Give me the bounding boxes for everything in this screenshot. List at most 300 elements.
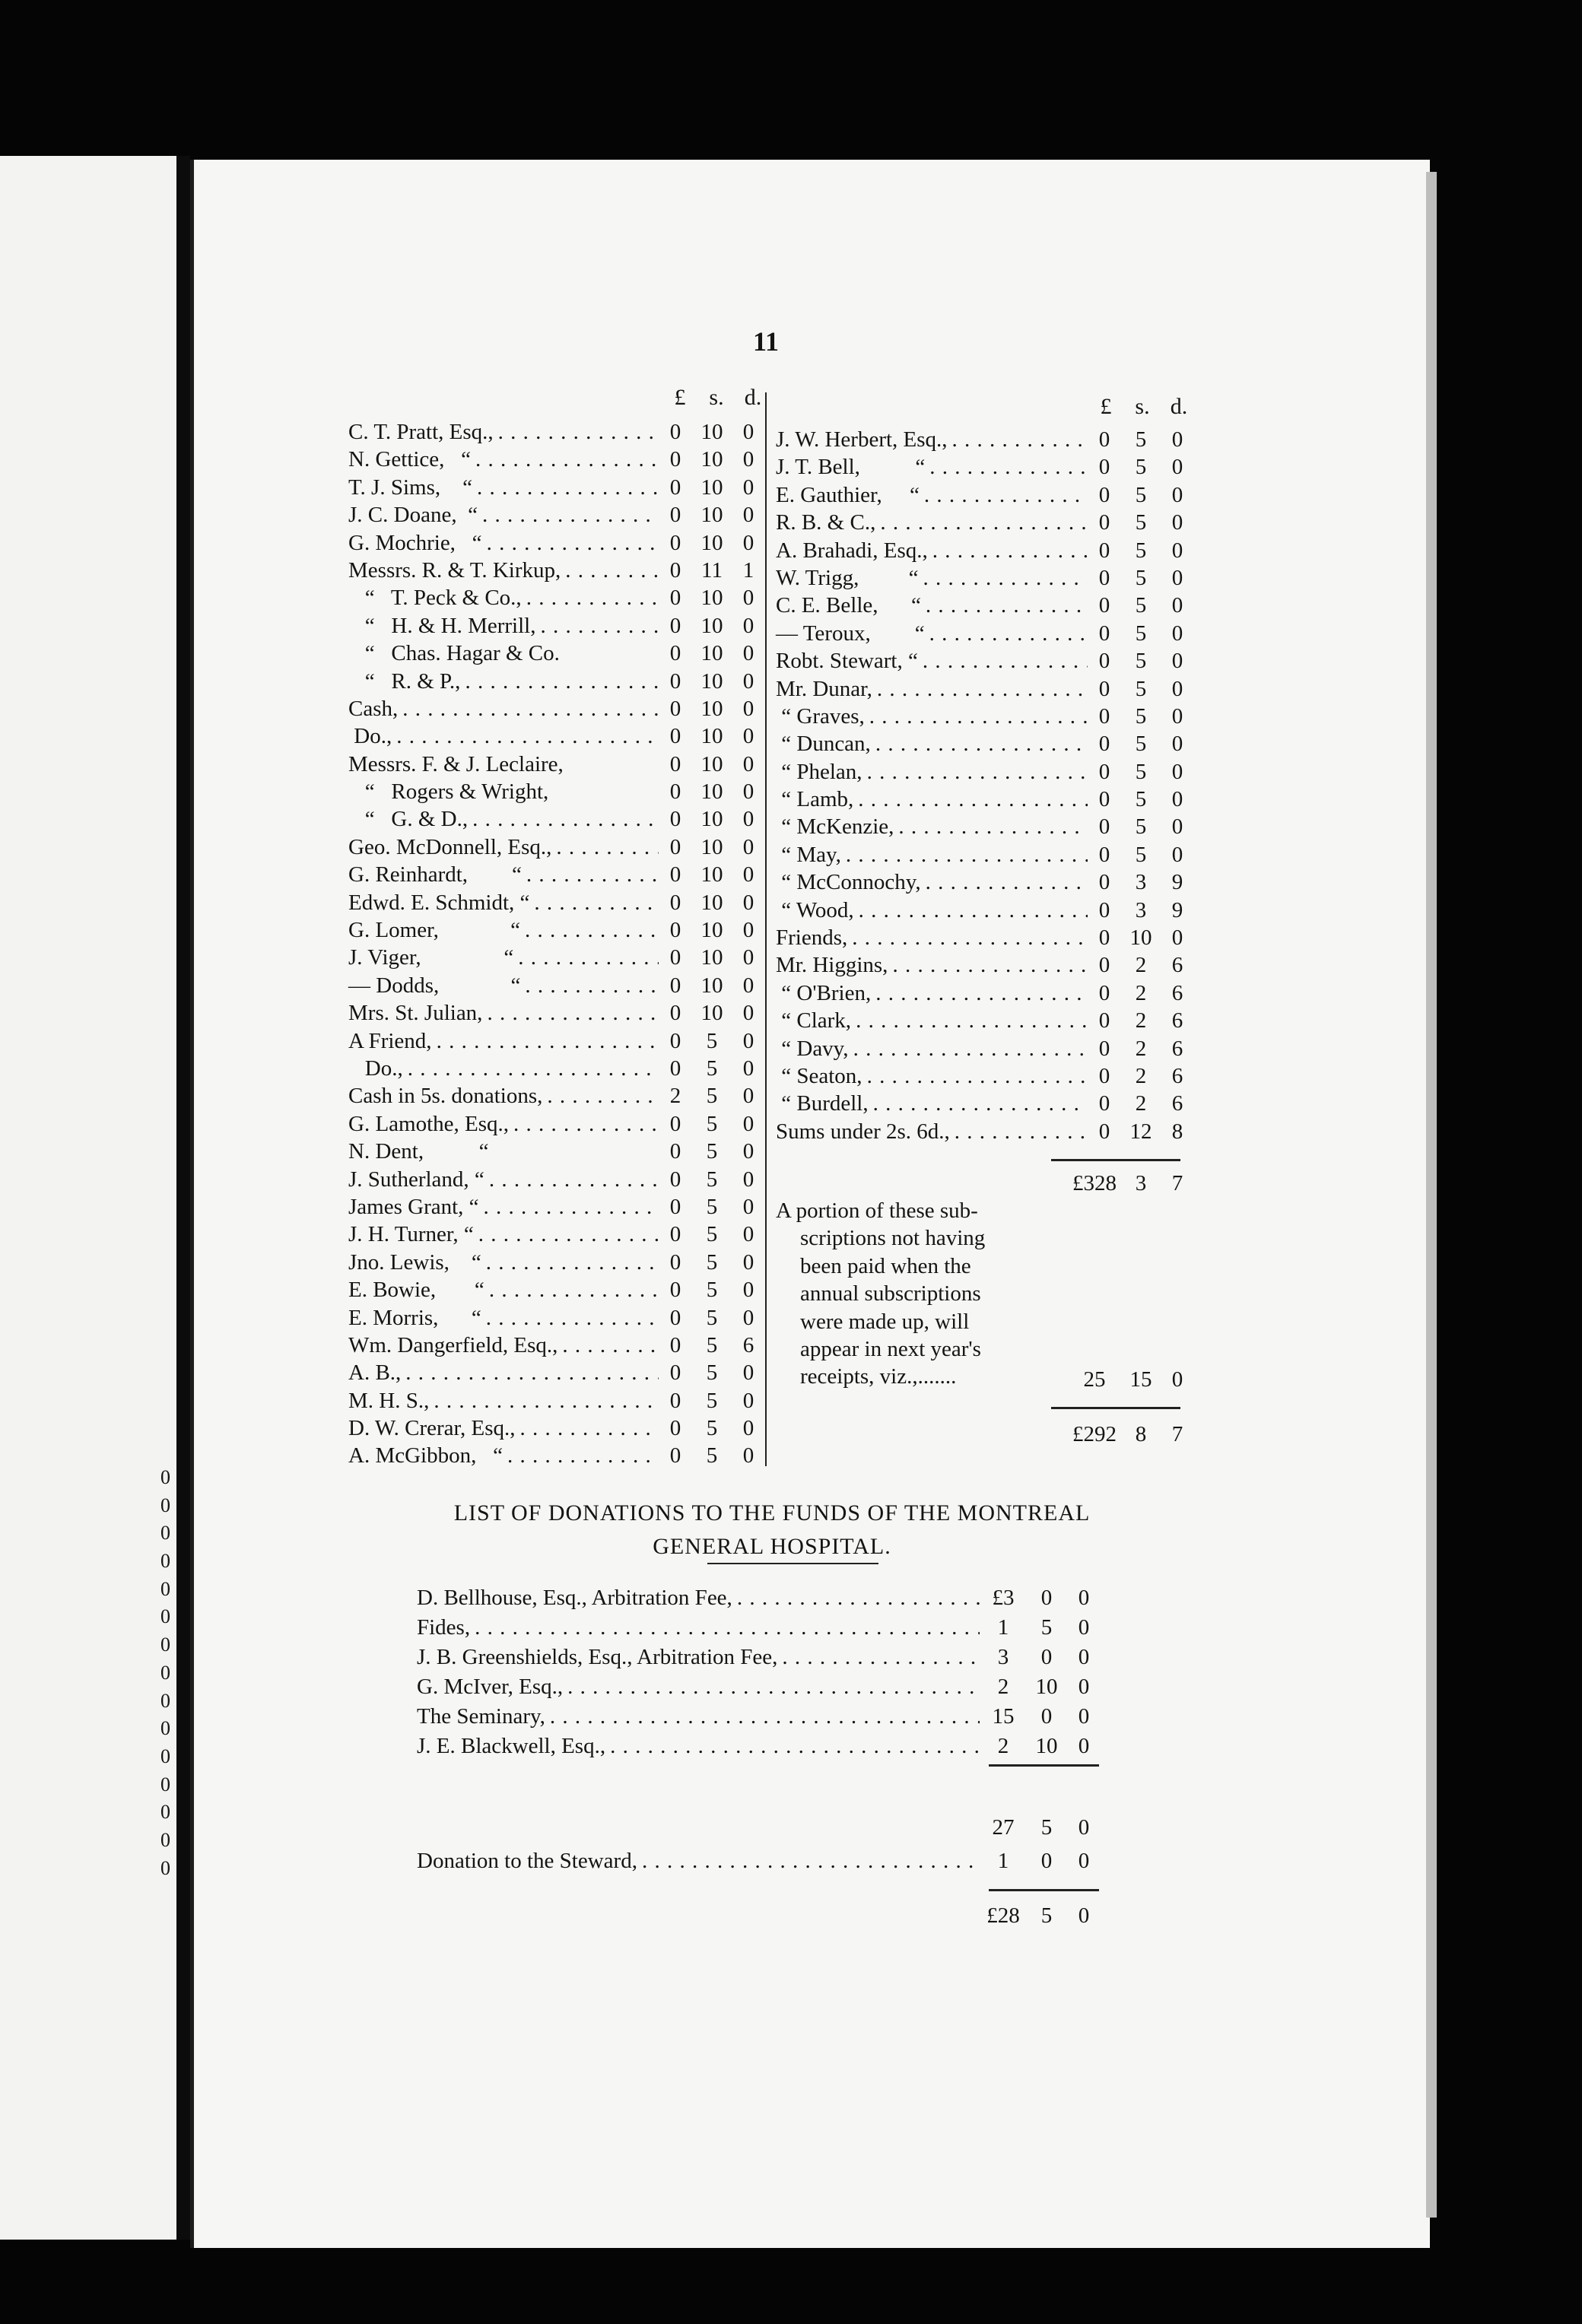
amount-pounds: 0 (669, 779, 681, 805)
leader-dots (398, 695, 659, 722)
amount-shillings: 5 (1135, 565, 1147, 590)
amount-shillings: 10 (700, 696, 723, 721)
subscriber-name: “ Rogers & Wright, (348, 779, 549, 805)
subscription-row (348, 1221, 765, 1248)
leader-dots (921, 868, 1088, 896)
amount-shillings: 5 (706, 1194, 718, 1219)
pound-header: £ (674, 385, 686, 410)
amount-pounds: 0 (669, 557, 681, 583)
subscriber-name: “ Lamb, (776, 787, 854, 812)
book-spine (176, 156, 190, 2240)
amount-shillings: 5 (1135, 649, 1147, 674)
amount-pence: 8 (1171, 1119, 1183, 1144)
subscription-row (776, 979, 1194, 1007)
total-pence: 7 (1171, 1171, 1183, 1195)
donations-total-row (417, 1901, 1101, 1931)
steward-label: Donation to the Steward, (417, 1849, 637, 1873)
amount-pence: 0 (742, 918, 754, 943)
portion-pence: 0 (1171, 1367, 1183, 1392)
leader-dots (928, 537, 1088, 564)
leader-dots (869, 1090, 1088, 1117)
amount-pence: 0 (1171, 538, 1183, 563)
amount-pence: 0 (742, 1305, 754, 1330)
subscription-row (348, 1027, 765, 1055)
amount-shillings: 5 (706, 1332, 718, 1357)
heading-rule (707, 1563, 878, 1564)
subscription-row (776, 1062, 1194, 1090)
leader-dots (605, 1732, 980, 1761)
amount-pounds: 0 (669, 586, 681, 611)
leader-dots (849, 1035, 1088, 1062)
left-page-digit: 0 (160, 1661, 170, 1684)
amount-pence: 0 (742, 1001, 754, 1026)
shilling-header: s. (1135, 394, 1150, 419)
amount-shillings: 10 (700, 834, 723, 859)
amount-pence: 0 (742, 862, 754, 887)
amount-pounds: 0 (1098, 953, 1110, 978)
amount-pounds: 0 (1098, 427, 1110, 452)
subtotal-pence: 0 (1078, 1815, 1090, 1840)
subscriber-name: Wm. Dangerfield, Esq., (348, 1332, 558, 1357)
net-pence: 7 (1171, 1422, 1183, 1446)
subscription-row (776, 675, 1194, 703)
subscription-row (776, 426, 1194, 453)
left-page-digit: 0 (160, 1828, 170, 1851)
leader-dots (520, 972, 659, 999)
subscriber-name: A. McGibbon, “ (348, 1443, 503, 1468)
subscription-row (776, 868, 1194, 896)
amount-shillings: 2 (1135, 980, 1147, 1005)
leader-dots (513, 944, 659, 971)
donation-row (417, 1702, 1101, 1732)
subscription-row (348, 668, 765, 695)
leader-dots (520, 916, 659, 944)
subscriber-name: C. T. Pratt, Esq., (348, 420, 494, 444)
amount-shillings: 5 (706, 1139, 718, 1164)
subscription-row (776, 1035, 1194, 1062)
total-pounds: £328 (1072, 1171, 1117, 1195)
amount-pounds: 0 (669, 862, 681, 887)
subscriber-name: C. E. Belle, “ (776, 593, 921, 618)
amount-pence: 0 (1078, 1704, 1090, 1729)
subscription-row (776, 703, 1194, 730)
pence-header: d. (744, 385, 762, 410)
amount-pounds: 0 (1098, 593, 1110, 618)
subscriber-name: Do., (348, 1056, 403, 1081)
amount-shillings: 10 (700, 586, 723, 611)
amount-shillings: 0 (1040, 1645, 1053, 1669)
amount-pounds: 0 (669, 1167, 681, 1192)
amount-shillings: 10 (700, 475, 723, 500)
amount-pence: 9 (1171, 870, 1183, 895)
subscriber-name: N. Dent, “ (348, 1139, 489, 1164)
subscriber-name: E. Gauthier, “ (776, 482, 920, 507)
amount-shillings: 10 (700, 613, 723, 638)
subscription-row (348, 999, 765, 1027)
leader-dots (468, 805, 659, 833)
amount-shillings: 10 (1129, 925, 1152, 951)
leader-dots (925, 453, 1088, 481)
note-line: were made up, will (800, 1309, 970, 1334)
amount-pounds: 0 (669, 1111, 681, 1136)
amount-pence: 0 (1171, 649, 1183, 674)
amount-shillings: 10 (700, 779, 723, 805)
subscription-row (348, 584, 765, 611)
subscriber-name: — Dodds, “ (348, 973, 521, 998)
amount-shillings: 5 (1135, 787, 1147, 812)
subscriber-name: Do., (348, 724, 392, 749)
subscription-row (348, 1442, 765, 1469)
amount-pence: 0 (742, 1360, 754, 1386)
leader-dots (841, 841, 1088, 868)
steward-shillings: 0 (1040, 1849, 1053, 1873)
amount-pounds: 0 (1098, 1119, 1110, 1144)
subscription-row (348, 751, 765, 778)
donations-heading (354, 1497, 1190, 1564)
subscription-row (776, 924, 1194, 951)
subscription-row (348, 418, 765, 446)
amount-pounds: 0 (1098, 870, 1110, 895)
amount-shillings: 10 (700, 420, 723, 444)
amount-pounds: 0 (669, 1388, 681, 1413)
amount-shillings: 12 (1129, 1119, 1152, 1144)
amount-pence: 6 (1171, 1036, 1183, 1061)
amount-pence: 0 (742, 779, 754, 805)
leader-dots (392, 722, 659, 750)
subscription-row (348, 612, 765, 640)
subscriber-name: R. B. & C., (776, 510, 876, 535)
subscriber-name: “ Davy, (776, 1036, 849, 1061)
donations-total-pence: 0 (1078, 1903, 1090, 1928)
amount-shillings: 5 (706, 1084, 718, 1109)
amount-pounds: 0 (669, 1278, 681, 1303)
amount-pence: 0 (742, 890, 754, 915)
amount-pounds: £3 (992, 1586, 1015, 1610)
amount-pence: 0 (1171, 732, 1183, 757)
amount-pounds: 0 (669, 973, 681, 998)
amount-pence: 0 (1171, 565, 1183, 590)
amount-pounds: 0 (669, 447, 681, 472)
amount-pence: 0 (742, 420, 754, 444)
amount-pounds: 0 (669, 1194, 681, 1219)
amount-pounds: 0 (669, 1001, 681, 1026)
amount-shillings: 10 (700, 724, 723, 749)
amount-pence: 0 (742, 751, 754, 776)
amount-shillings: 10 (700, 668, 723, 694)
left-page-digit: 0 (160, 1577, 170, 1600)
amount-shillings: 10 (700, 862, 723, 887)
subscriber-name: G. Reinhardt, “ (348, 862, 522, 887)
amount-pounds: 0 (1098, 538, 1110, 563)
amount-shillings: 10 (700, 807, 723, 832)
subscriber-name: J. B. Greenshields, Esq., Arbitration Fee, (417, 1645, 778, 1669)
subscriber-name: Cash, (348, 696, 399, 721)
amount-shillings: 5 (1135, 676, 1147, 701)
amount-pounds: 0 (669, 530, 681, 555)
pound-header: £ (1100, 394, 1112, 419)
left-page-digit: 0 (160, 1745, 170, 1767)
subscriber-name: Messrs. R. & T. Kirkup, (348, 557, 561, 583)
note-line: been paid when the (800, 1253, 971, 1278)
leader-dots (950, 1118, 1088, 1145)
amount-pounds: 0 (1098, 1063, 1110, 1088)
subscription-row (776, 1090, 1194, 1117)
donation-row (417, 1583, 1101, 1613)
portion-note (776, 1197, 985, 1391)
page-number: 11 (753, 326, 780, 357)
leader-dots (558, 1332, 659, 1359)
donations-total-rule (989, 1889, 1099, 1891)
left-subscription-column (348, 418, 765, 1470)
total-shillings: 3 (1135, 1171, 1147, 1195)
subscriber-name: “ McKenzie, (776, 814, 894, 840)
leader-dots (522, 861, 659, 888)
left-page-digit: 0 (160, 1801, 170, 1824)
subscriber-name: “ Clark, (776, 1008, 852, 1033)
subscription-row (348, 557, 765, 584)
subscription-row (348, 722, 765, 750)
amount-pence: 0 (742, 475, 754, 500)
note-line: scriptions not having (800, 1226, 986, 1251)
subscriber-name: Jno. Lewis, “ (348, 1249, 481, 1275)
subscriber-name: Mrs. St. Julian, (348, 1001, 483, 1026)
donation-row (417, 1672, 1101, 1702)
amount-pence: 0 (742, 696, 754, 721)
amount-pence: 0 (1171, 482, 1183, 507)
amount-shillings: 5 (706, 1443, 718, 1468)
amount-shillings: 5 (1135, 814, 1147, 840)
leader-dots (925, 620, 1088, 647)
amount-pence: 0 (742, 447, 754, 472)
amount-pence: 0 (742, 1388, 754, 1413)
amount-pence: 0 (742, 1416, 754, 1441)
subscription-row (348, 1110, 765, 1138)
amount-shillings: 5 (1135, 842, 1147, 867)
amount-pounds: 0 (1098, 703, 1110, 729)
amount-shillings: 11 (701, 557, 723, 583)
subtotal-pounds: 27 (992, 1815, 1015, 1840)
subscription-row (776, 730, 1194, 757)
amount-pence: 0 (1171, 925, 1183, 951)
amount-shillings: 10 (700, 447, 723, 472)
subscriber-name: “ Phelan, (776, 759, 862, 784)
left-page-digit: 0 (160, 1773, 170, 1795)
amount-pence: 6 (1171, 980, 1183, 1005)
amount-pounds: 0 (669, 1332, 681, 1357)
leader-dots (851, 1007, 1088, 1034)
subscription-row (348, 1359, 765, 1386)
subscriber-name: Geo. McDonnell, Esq., (348, 834, 552, 859)
shilling-header: s. (709, 385, 724, 410)
leader-dots (888, 951, 1088, 979)
amount-pounds: 1 (997, 1615, 1009, 1640)
subscriber-name: A. Brahadi, Esq., (776, 538, 928, 563)
amount-shillings: 5 (706, 1278, 718, 1303)
portion-shillings: 15 (1129, 1367, 1152, 1392)
subscriber-name: “ R. & P., (348, 668, 461, 694)
subscriber-name: Friends, (776, 925, 848, 951)
subscriber-name: “ O'Brien, (776, 980, 872, 1005)
subscriber-name: “ Chas. Hagar & Co. (348, 641, 560, 666)
amount-pounds: 0 (669, 1443, 681, 1468)
donation-row (417, 1613, 1101, 1643)
amount-pence: 0 (1171, 593, 1183, 618)
net-shillings: 8 (1135, 1422, 1147, 1446)
subscription-row (348, 1166, 765, 1193)
subscription-row (348, 944, 765, 971)
amount-shillings: 3 (1135, 870, 1147, 895)
amount-pence: 0 (1078, 1645, 1090, 1669)
amount-shillings: 5 (706, 1028, 718, 1053)
amount-pounds: 0 (1098, 649, 1110, 674)
leader-dots (561, 557, 659, 584)
amount-pence: 0 (1171, 455, 1183, 480)
amount-pounds: 0 (669, 1028, 681, 1053)
subscription-row (776, 647, 1194, 675)
leader-dots (871, 979, 1088, 1007)
donations-subtotal-row (417, 1813, 1101, 1843)
subscriber-name: Sums under 2s. 6d., (776, 1119, 950, 1144)
leader-dots (854, 897, 1088, 924)
amount-pounds: 0 (669, 641, 681, 666)
subscriber-name: E. Bowie, “ (348, 1278, 484, 1303)
subscriber-name: The Seminary, (417, 1704, 545, 1729)
amount-pounds: 0 (669, 724, 681, 749)
amount-shillings: 10 (700, 641, 723, 666)
amount-pounds: 0 (669, 1360, 681, 1386)
amount-pence: 0 (742, 1443, 754, 1468)
donations-heading-line-2: GENERAL HOSPITAL. (653, 1534, 891, 1559)
subscription-row (776, 564, 1194, 592)
amount-pence: 0 (742, 945, 754, 970)
leader-dots (847, 924, 1088, 951)
donations-total-shillings: 5 (1040, 1903, 1053, 1928)
subscriber-name: J. Viger, “ (348, 945, 514, 970)
amount-shillings: 5 (1135, 455, 1147, 480)
leader-dots (551, 833, 659, 861)
amount-pounds: 0 (1098, 787, 1110, 812)
subscriber-name: T. J. Sims, “ (348, 475, 472, 500)
amount-pence: 1 (742, 557, 754, 583)
subscriber-name: N. Gettice, “ (348, 447, 472, 472)
subscription-row (776, 537, 1194, 564)
leader-dots (545, 1702, 980, 1732)
amount-shillings: 5 (706, 1305, 718, 1330)
subscriber-name: Edwd. E. Schmidt, “ (348, 890, 530, 915)
subscription-row (348, 1249, 765, 1276)
net-total-row (776, 1421, 1194, 1448)
leader-dots (777, 1643, 980, 1672)
subscriber-name: “ Wood, (776, 897, 854, 922)
amount-shillings: 0 (1040, 1586, 1053, 1610)
amount-shillings: 5 (706, 1056, 718, 1081)
left-page-digit: 0 (160, 1689, 170, 1712)
amount-pounds: 0 (669, 1222, 681, 1247)
donations-subtotal-rule (989, 1764, 1099, 1767)
amount-pence: 0 (1078, 1615, 1090, 1640)
amount-pence: 0 (1078, 1675, 1090, 1699)
subscriber-name: J. W. Herbert, Esq., (776, 427, 948, 452)
amount-pence: 0 (742, 1249, 754, 1275)
note-line: receipts, viz.,....... (800, 1364, 957, 1389)
amount-shillings: 10 (700, 918, 723, 943)
subscription-row (776, 481, 1194, 509)
leader-dots (482, 999, 659, 1027)
leader-dots (470, 1613, 980, 1643)
donations-list (417, 1583, 1101, 1761)
note-line: annual subscriptions (800, 1281, 981, 1306)
subscription-row (348, 778, 765, 805)
amount-pounds: 2 (669, 1084, 681, 1109)
amount-pounds: 2 (997, 1675, 1009, 1699)
amount-pounds: 0 (1098, 1036, 1110, 1061)
amount-shillings: 10 (1035, 1734, 1058, 1758)
subscriber-name: “ H. & H. Merrill, (348, 613, 536, 638)
subscription-row (348, 1193, 765, 1221)
subscriber-name: A Friend, (348, 1028, 432, 1053)
amount-pounds: 2 (997, 1734, 1009, 1758)
right-total-row (776, 1170, 1194, 1197)
amount-pence: 6 (742, 1332, 754, 1357)
subscription-row (776, 509, 1194, 536)
leader-dots (637, 1846, 980, 1876)
subscriber-name: “ Burdell, (776, 1091, 869, 1116)
subscription-row (348, 1138, 765, 1165)
left-page-digit: 0 (160, 1494, 170, 1516)
leader-dots (484, 1166, 659, 1193)
net-rule (1051, 1407, 1180, 1409)
amount-shillings: 10 (700, 1001, 723, 1026)
subscription-row (348, 833, 765, 861)
column-divider (765, 392, 767, 1466)
donations-total-pounds: £28 (986, 1903, 1020, 1928)
subscription-row (776, 758, 1194, 786)
amount-shillings: 5 (1135, 759, 1147, 784)
subscription-row (776, 1118, 1194, 1145)
subscriber-name: Robt. Stewart, “ (776, 649, 918, 674)
amount-pence: 0 (742, 1139, 754, 1164)
leader-dots (494, 418, 659, 446)
amount-pounds: 0 (669, 503, 681, 528)
amount-pence: 9 (1171, 897, 1183, 922)
amount-pounds: 0 (1098, 510, 1110, 535)
subscription-row (776, 453, 1194, 481)
subscription-row (348, 474, 765, 501)
subscription-row (348, 695, 765, 722)
subscriber-name: G. Lomer, “ (348, 918, 520, 943)
amount-pounds: 0 (669, 918, 681, 943)
amount-pence: 0 (742, 724, 754, 749)
amount-pounds: 0 (1098, 814, 1110, 840)
amount-pounds: 0 (669, 475, 681, 500)
amount-shillings: 5 (1135, 732, 1147, 757)
subscriber-name: E. Morris, “ (348, 1305, 481, 1330)
amount-shillings: 5 (706, 1360, 718, 1386)
amount-pence: 0 (742, 1194, 754, 1219)
amount-pence: 0 (742, 1084, 754, 1109)
subscriber-name: M. H. S., (348, 1388, 430, 1413)
amount-pence: 0 (742, 1111, 754, 1136)
subscriber-name: “ Graves, (776, 703, 865, 729)
leader-dots (484, 1276, 659, 1303)
subscription-row (776, 620, 1194, 647)
subscription-row (348, 805, 765, 833)
subscription-row (348, 640, 765, 667)
net-pounds: £292 (1072, 1422, 1117, 1446)
amount-pounds: 0 (669, 668, 681, 694)
leader-dots (862, 758, 1088, 786)
amount-pounds: 0 (1098, 676, 1110, 701)
